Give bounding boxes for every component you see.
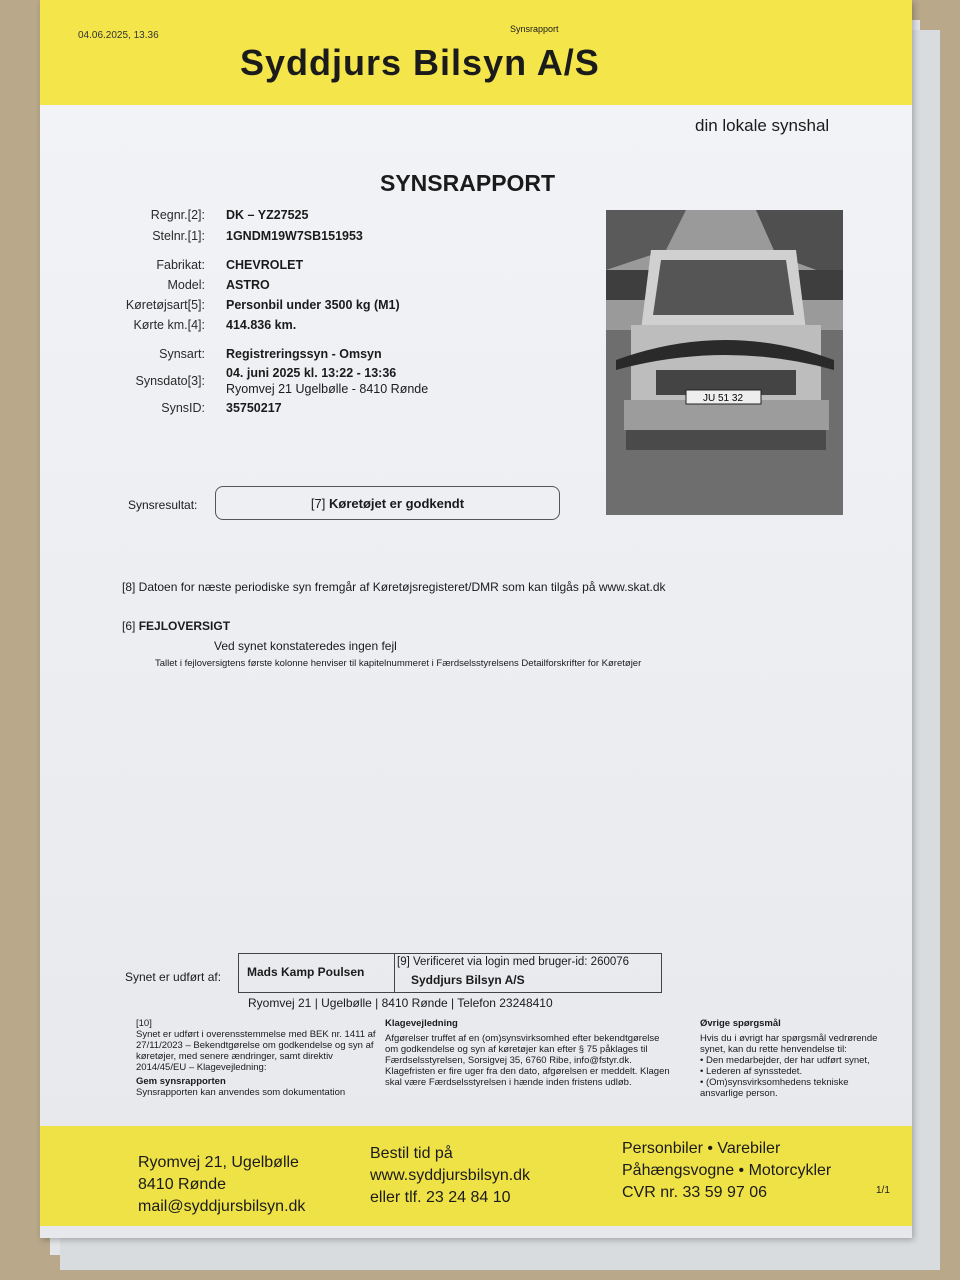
verification: [9] Verificeret via login med bruger-id: 260076: [397, 956, 630, 968]
field-label: Fabrikat:: [156, 258, 205, 272]
field-value: Registreringssyn - Omsyn: [226, 347, 382, 361]
tagline: din lokale synshal: [695, 116, 830, 135]
field-label: Model:: [167, 278, 205, 292]
inspector-label: Synet er udført af:: [125, 970, 222, 984]
footer-address: Ryomvej 21, Ugelbølle 8410 Rønde mail@syddjursbilsyn.dk: [138, 1154, 306, 1215]
license-plate: JU 51 32: [702, 393, 744, 404]
field-label: Kørte km.[4]:: [133, 318, 205, 332]
result-box: [215, 486, 560, 520]
field-label: Regnr.[2]:: [150, 208, 205, 222]
field-label: Synsart:: [159, 347, 205, 361]
field-value: ASTRO: [226, 278, 270, 292]
signature-box: [238, 953, 662, 993]
faults-heading: [6] FEJLOVERSIGT: [122, 619, 231, 633]
field-value-location: Ryomvej 21 Ugelbølle - 8410 Rønde: [226, 382, 429, 396]
questions-block: Øvrige spørgsmål Hvis du i øvrigt har spørgsmål vedrørende synet, kan du rette henvendelse til: • Den medarbejder, der har udført synet, • Lederen af synsstedet. • (Om)synsvirksomhedens tekniske ansvarlige person.: [700, 1018, 878, 1099]
field-label: Synsdato[3]:: [135, 374, 205, 388]
company-address: Ryomvej 21 | Ugelbølle | 8410 Rønde | Telefon 23248410: [248, 996, 553, 1010]
field-value: Personbil under 3500 kg (M1): [226, 298, 400, 312]
vehicle-photo: [606, 210, 843, 515]
footer-categories: Personbiler • Varebiler Påhængsvogne • Motorcykler CVR nr. 33 59 97 06: [622, 1140, 832, 1201]
faults-text: Ved synet konstateredes ingen fejl: [214, 639, 397, 653]
footer-booking: Bestil tid på www.syddjursbilsyn.dk eller tlf. 23 24 84 10: [370, 1145, 531, 1206]
complaint-block: Klagevejledning Afgørelser truffet af en (om)synsvirksomhed efter bekendtgørelse om godkendelse og syn af køretøjer kan efter § 75 påklages til Færdselsstyrelsen, Sorsigvej 35, 6760 Ribe, info@fstyr.dk. Klagefristen er fire uger fra den dato, afgørelsen er meddelt. Klagen skal være Færdselsstyrelsen i hænde inden fristens udløb.: [385, 1018, 670, 1088]
field-label: SynsID:: [161, 401, 205, 415]
verifier-company: Syddjurs Bilsyn A/S: [411, 973, 525, 987]
inspector-name: Mads Kamp Poulsen: [247, 965, 365, 979]
company-logo-text: Syddjurs Bilsyn A/S: [240, 42, 600, 83]
field-value: 04. juni 2025 kl. 13:22 - 13:36: [226, 366, 397, 380]
doc-label: Synsrapport: [510, 24, 559, 34]
result-value: [7] Køretøjet er godkendt: [310, 496, 465, 511]
field-label: Køretøjsart[5]:: [125, 298, 205, 312]
field-label: Stelnr.[1]:: [152, 229, 205, 243]
field-value: 35750217: [226, 401, 282, 415]
faults-note: Tallet i fejloversigtens første kolonne henviser til kapitelnummeret i Færdselsstyrelsens Detailforskrifter for Køretøjer: [155, 658, 642, 669]
field-value: 1GNDM19W7SB151953: [226, 229, 363, 243]
result-label: Synsresultat:: [128, 498, 198, 512]
page-number: 1/1: [876, 1185, 890, 1196]
field-value: DK – YZ27525: [226, 208, 309, 222]
next-inspection-note: [8] Datoen for næste periodiske syn fremgår af Køretøjsregisteret/DMR som kan tilgås på www.skat.dk: [122, 580, 666, 594]
field-value: 414.836 km.: [226, 318, 297, 332]
page-title: SYNSRAPPORT: [380, 170, 556, 196]
inspection-report-page: [40, 0, 912, 1238]
legal-block: [10] Synet er udført i overensstemmelse med BEK nr. 1411 af 27/11/2023 – Bekendtgørelse om godkendelse og syn af køretøjer, med senere ændringer, samt direktiv 2014/45/EU – Klagevejledning: Gem synsrapporten Synsrapporten kan anvendes som dokumentation: [136, 1018, 376, 1098]
field-value: CHEVROLET: [226, 258, 304, 272]
print-timestamp: 04.06.2025, 13.36: [78, 30, 159, 41]
